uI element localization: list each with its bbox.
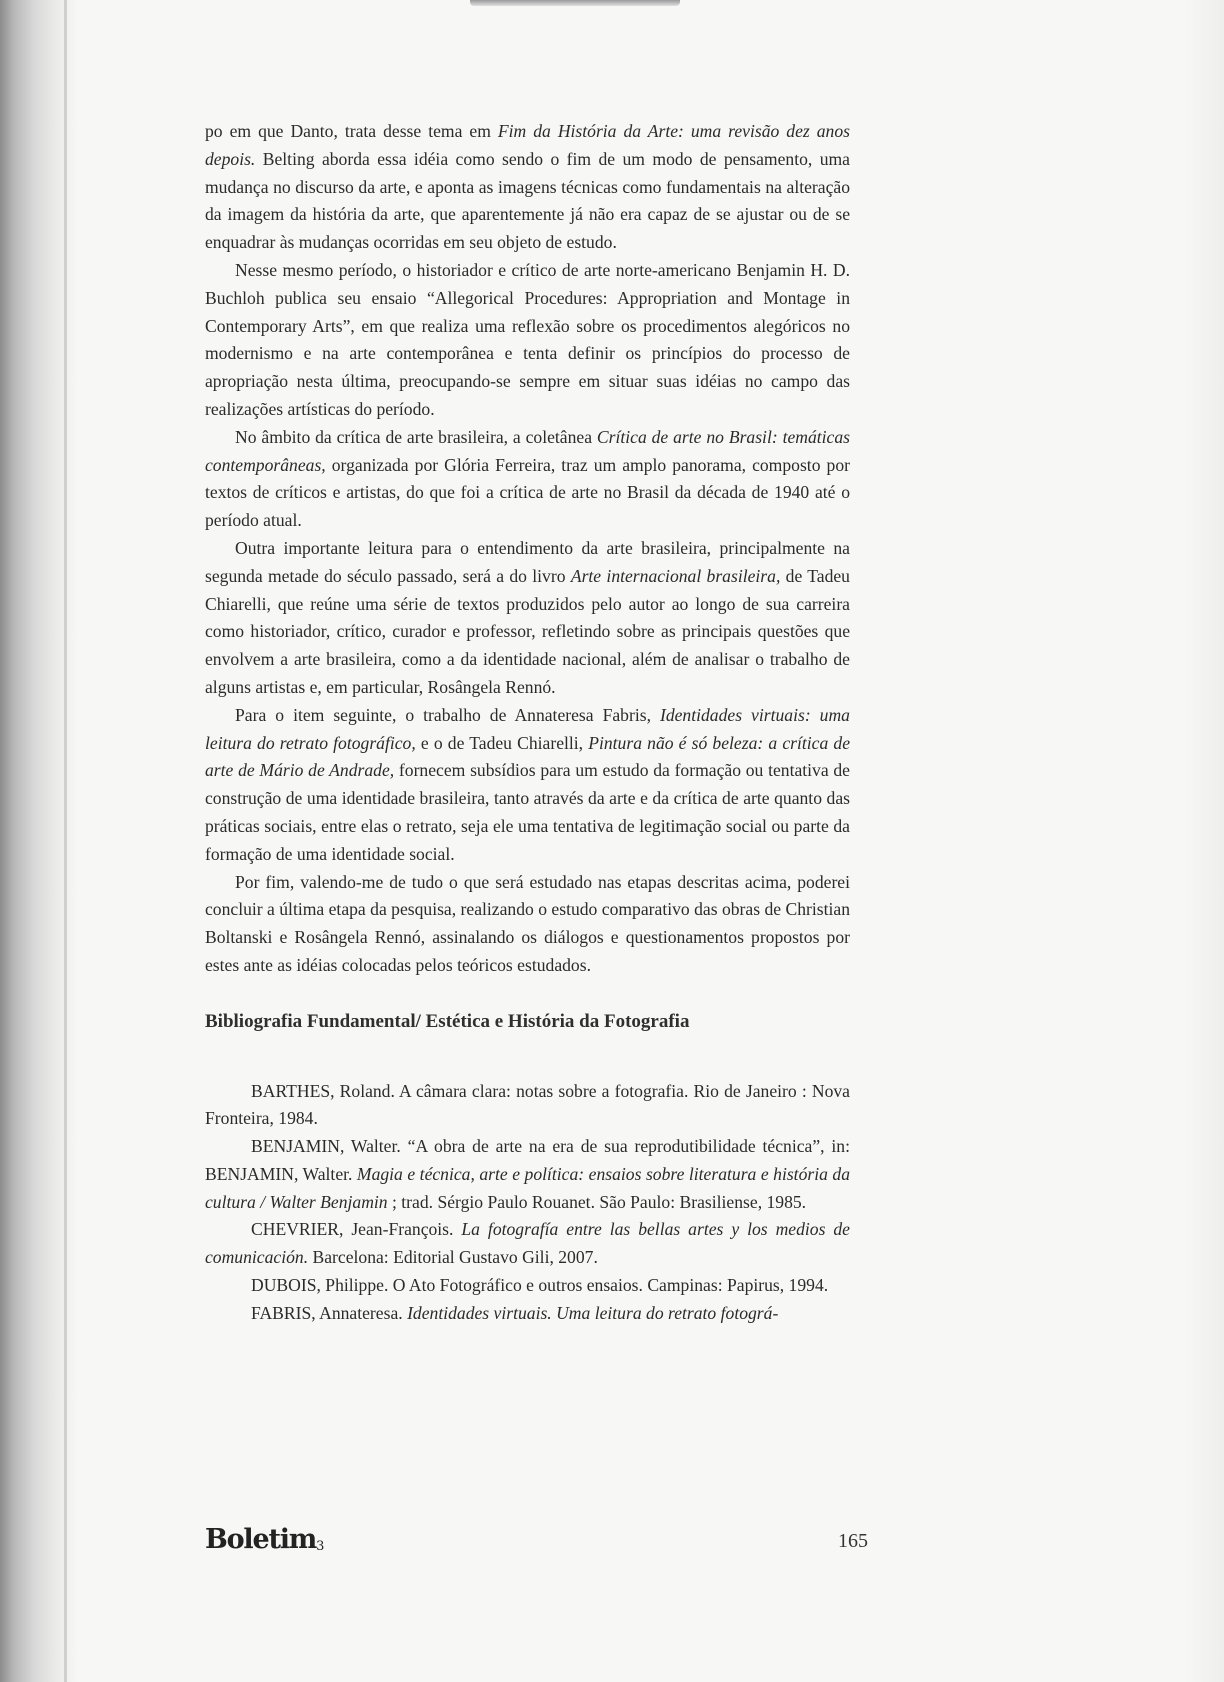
italic-title-span: Crítica de arte no Brasil: temáticas contemporâneas,	[205, 426, 851, 475]
text-span: de Tadeu Chiarelli, que reúne uma série de textos produzidos pelo autor ao longo de sua carreira como historiador, crítico, curador e professor, refletindo sobre as principais questões que envolvem a arte brasileira, como a da identidade nacional, além de analisar o trabalho de alguns artistas e, em particular, Rosângela Rennó.	[205, 565, 850, 697]
italic-title-span: Magia e técnica, arte e política: ensaios sobre literatura e história da cultura / Walter Benjamin	[205, 1163, 851, 1212]
paragraph-conclusao	[205, 869, 850, 980]
bibliography-entry-dubois	[205, 1272, 850, 1300]
text-span: Para o item seguinte, o trabalho de Annateresa Fabris,	[235, 704, 660, 725]
text-span: Nesse mesmo período, o historiador e crítico de arte norte-americano Benjamin H. D. Buchloh publica seu ensaio “Allegorical Procedures: Appropriation and Montage in Contemporary Arts”, em que realiza uma reflexão sobre os procedimentos alegóricos no modernismo e na arte contemporânea e tenta definir os princípios do processo de apropriação nesta última, preocupando-se sempre em situar suas idéias no campo das realizações artísticas do período.	[205, 259, 850, 419]
text-span: Por fim, valendo-me de tudo o que será estudado nas etapas descritas acima, poderei concluir a última etapa da pesquisa, realizando o estudo comparativo das obras de Christian Boltanski e Rosângela Rennó, assinalando os diálogos e questionamentos propostos por estes ante as idéias colocadas pelos teóricos estudados.	[205, 871, 850, 975]
scan-top-mark	[470, 0, 680, 6]
paragraph-identidades	[205, 702, 850, 869]
text-span: ; trad. Sérgio Paulo Rouanet. São Paulo: Brasiliense, 1985.	[387, 1191, 807, 1212]
text-span: e o de Tadeu Chiarelli,	[415, 732, 589, 753]
italic-title-span: La fotografía entre las bellas artes y los medios de comunicación.	[205, 1219, 850, 1268]
text-span: BENJAMIN, Walter. “A obra de arte na era de sua reprodutibilidade técnica”, in: BENJAMIN, Walter.	[205, 1136, 850, 1184]
italic-title-span: Identidades virtuais. Uma leitura do retrato fotográ-	[407, 1302, 779, 1323]
text-span: BARTHES, Roland. A câmara clara: notas sobre a fotografia. Rio de Janeiro : Nova Fronteira, 1984.	[205, 1080, 850, 1129]
italic-title-span: Arte internacional brasileira,	[570, 565, 781, 586]
text-span: CHEVRIER, Jean-François.	[251, 1219, 462, 1240]
italic-title-span: Fim da História da Arte: uma revisão dez anos depois.	[205, 121, 850, 169]
text-span: DUBOIS, Philippe. O Ato Fotográfico e outros ensaios. Campinas: Papirus, 1994.	[251, 1275, 829, 1296]
paragraph-continued	[205, 118, 850, 257]
text-span: fornecem subsídios para um estudo da formação ou tentativa de construção de uma identidade brasileira, tanto através da arte e da crítica de arte quanto das práticas sociais, entre elas o retrato, seja ele uma tentativa de legitimação social ou parte da formação de uma identidade social.	[205, 760, 850, 864]
italic-title-span: Identidades virtuais: uma leitura do retrato fotográfico,	[205, 704, 850, 753]
journal-logo-text: Boletim	[205, 1524, 317, 1555]
binding-line	[64, 0, 67, 1682]
italic-title-span: Pintura não é só beleza: a crítica de arte de Mário de Andrade,	[205, 732, 850, 781]
journal-issue-number: 3	[316, 1539, 325, 1554]
text-span: Outra importante leitura para o entendimento da arte brasileira, principalmente na segunda metade do século passado, será a do livro	[205, 537, 850, 586]
bibliography-entry-chevrier	[205, 1216, 850, 1272]
text-span: Barcelona: Editorial Gustavo Gili, 2007.	[308, 1247, 598, 1268]
text-span: Belting aborda essa idéia como sendo o fim de um modo de pensamento, uma mudança no discurso da arte, e aponta as imagens técnicas como fundamentais na alteração da imagem da história da arte, que aparentemente já não era capaz de se ajustar ou de se enquadrar às mudanças ocorridas em seu objeto de estudo.	[205, 148, 850, 253]
bibliography-entry-barthes	[205, 1078, 850, 1134]
page-body	[205, 118, 850, 1328]
text-span: FABRIS, Annateresa.	[251, 1302, 408, 1323]
page-number: 165	[838, 1530, 868, 1552]
bibliography-entry-fabris	[205, 1300, 850, 1328]
bibliography-heading: Bibliografia Fundamental/ Estética e História da Fotografia	[205, 1010, 690, 1032]
paragraph-critica-brasileira	[205, 424, 850, 535]
bibliography-entry-benjamin	[205, 1133, 850, 1216]
page-right-edge	[1184, 0, 1224, 1682]
journal-logo	[205, 1524, 324, 1555]
paragraph-buchloh	[205, 257, 850, 424]
text-span: No âmbito da crítica de arte brasileira, a coletânea	[235, 426, 597, 447]
text-span: organizada por Glória Ferreira, traz um amplo panorama, composto por textos de críticos e artistas, do que foi a crítica de arte no Brasil da década de 1940 até o período atual.	[205, 454, 850, 531]
text-span: po em que Danto, trata desse tema em	[205, 121, 498, 141]
paragraph-arte-internacional	[205, 535, 850, 702]
